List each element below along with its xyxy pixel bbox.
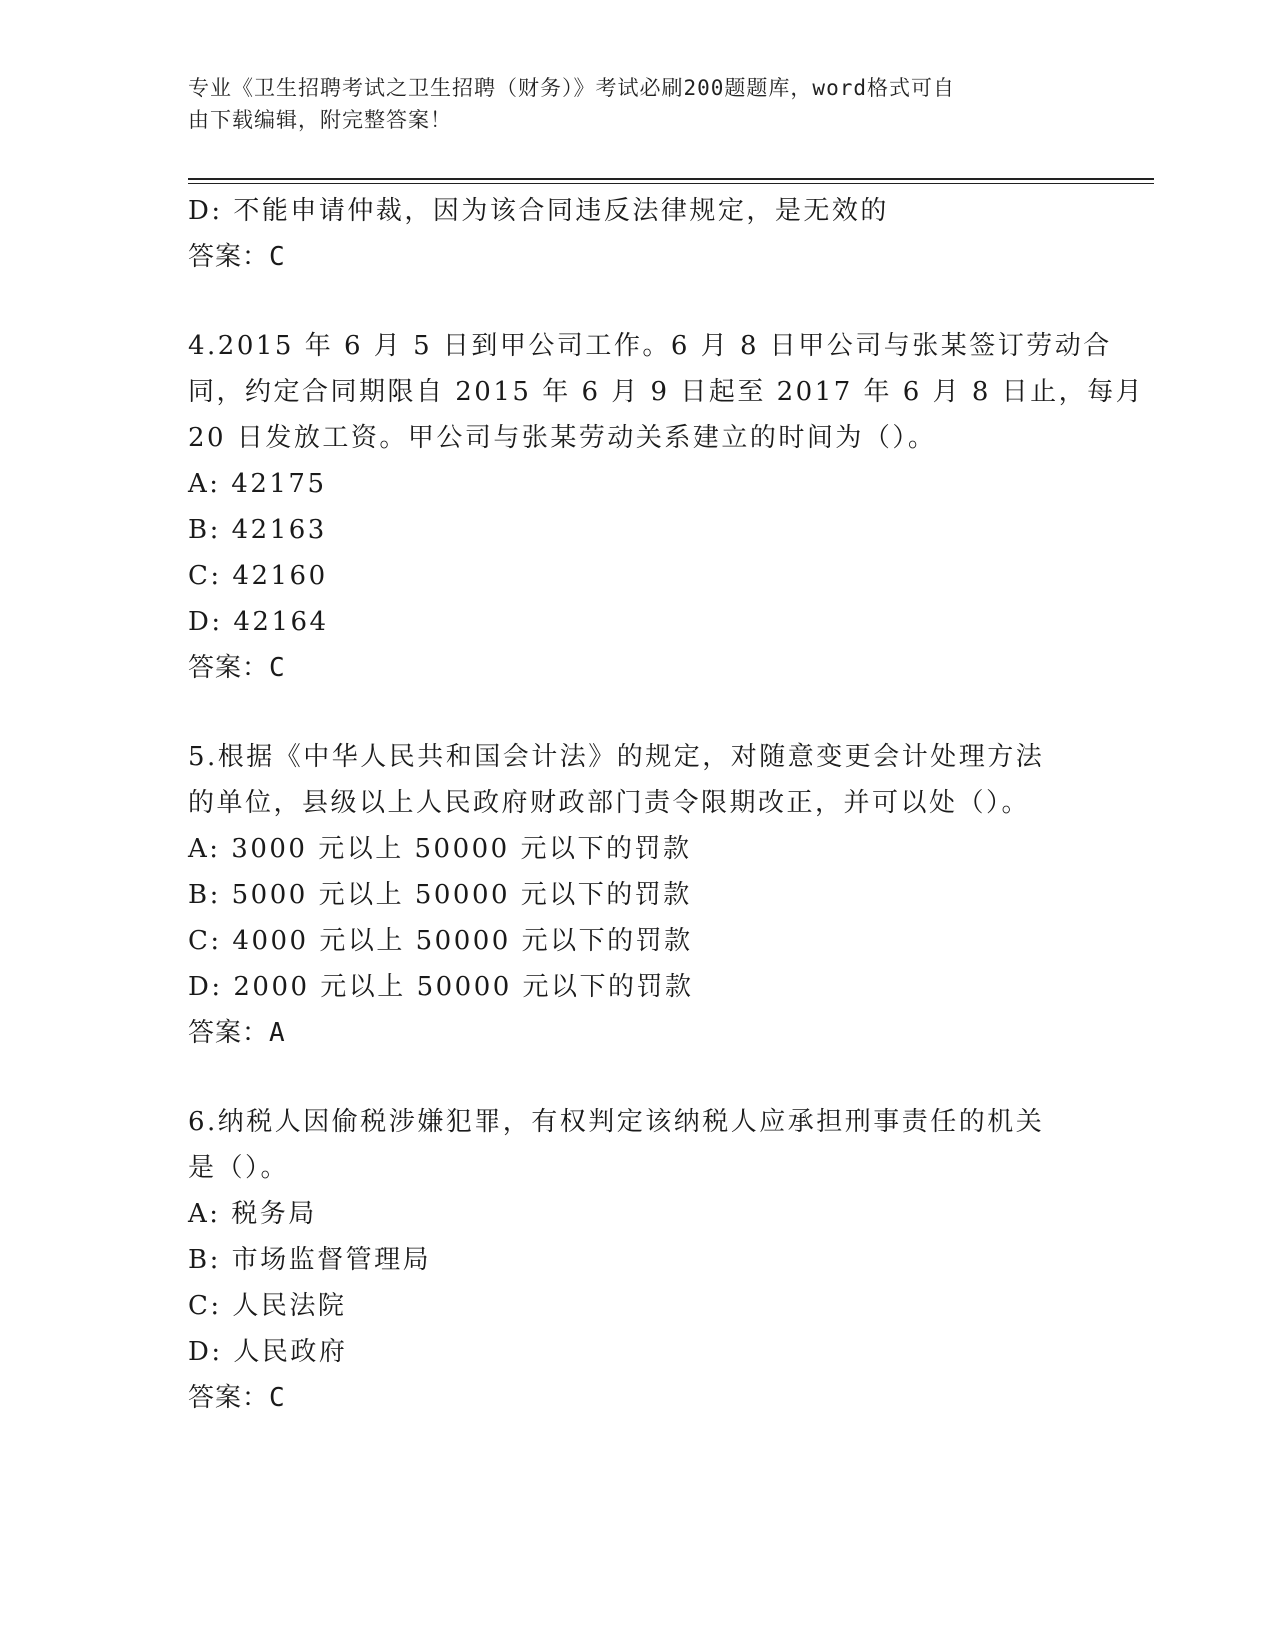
question-list xyxy=(188,188,1145,1421)
header-divider-thin xyxy=(188,183,1154,184)
option-a: A: 税务局 xyxy=(188,1199,317,1229)
answer-line: 答案：C xyxy=(188,653,286,683)
question-block-previous xyxy=(188,188,1068,280)
question-block-4 xyxy=(188,323,1145,691)
question-stem: 4.2015 年 6 月 5 日到甲公司工作。6 月 8 日甲公司与张某签订劳动合 xyxy=(188,331,1112,361)
option-b: B: 市场监督管理局 xyxy=(188,1245,432,1275)
option-d: D: 人民政府 xyxy=(188,1337,348,1367)
option-d: D: 不能申请仲裁，因为该合同违反法律规定，是无效的 xyxy=(188,196,889,226)
answer-line: 答案：A xyxy=(188,1018,286,1048)
option-b: B: 42163 xyxy=(188,515,327,545)
question-block-6 xyxy=(188,1099,1068,1421)
question-stem: 的单位，县级以上人民政府财政部门责令限期改正，并可以处（）。 xyxy=(188,788,1031,818)
question-stem: 20 日发放工资。甲公司与张某劳动关系建立的时间为（）。 xyxy=(188,423,937,453)
option-c: C: 人民法院 xyxy=(188,1291,347,1321)
question-stem: 5.根据《中华人民共和国会计法》的规定，对随意变更会计处理方法 xyxy=(188,742,1045,772)
question-stem: 是（）。 xyxy=(188,1153,290,1183)
spacer xyxy=(188,691,1068,734)
header-line: 专业《卫生招聘考试之卫生招聘（财务）》考试必刷200题题库，word格式可自 xyxy=(188,76,955,100)
option-c: C: 4000 元以上 50000 元以下的罚款 xyxy=(188,926,693,956)
question-stem: 同，约定合同期限自 2015 年 6 月 9 日起至 2017 年 6 月 8 日止，每月 xyxy=(188,377,1145,407)
header-line: 由下载编辑，附完整答案！ xyxy=(188,108,452,132)
question-block-5 xyxy=(188,734,1068,1056)
option-d: D: 2000 元以上 50000 元以下的罚款 xyxy=(188,972,694,1002)
answer-line: 答案：C xyxy=(188,1383,286,1413)
spacer xyxy=(188,280,1068,323)
option-d: D: 42164 xyxy=(188,607,329,637)
document-header xyxy=(188,72,1068,136)
option-c: C: 42160 xyxy=(188,561,328,591)
answer-line: 答案：C xyxy=(188,242,286,272)
option-a: A: 42175 xyxy=(188,469,327,499)
option-a: A: 3000 元以上 50000 元以下的罚款 xyxy=(188,834,692,864)
question-stem: 6.纳税人因偷税涉嫌犯罪，有权判定该纳税人应承担刑事责任的机关 xyxy=(188,1107,1045,1137)
header-divider xyxy=(188,178,1154,180)
option-b: B: 5000 元以上 50000 元以下的罚款 xyxy=(188,880,692,910)
spacer xyxy=(188,1056,1068,1099)
